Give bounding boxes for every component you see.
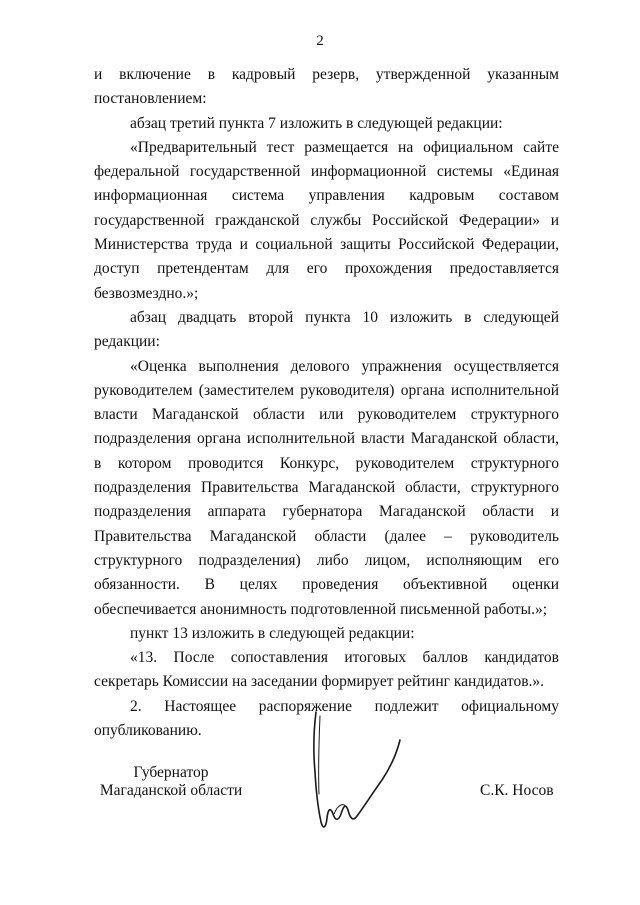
paragraph: «Оценка выполнения делового упражнения осуществляется руководителем (заместителем руководителя) органа исполнительной власти Магаданской области или руководителем структурного подразделения органа исполнительной власти Магаданской области, в котором проводится Конкурс, руководителем структурного подразделения Правительства Магаданской области, структурного подразделения аппарата губернатора Магаданской области и Правительства Магаданской области (далее – руководитель структурного подразделения) либо лицом, исполняющим его обязанности. В целях проведения объективной оценки обеспечивается анонимность подготовленной письменной работы.»; xyxy=(94,357,559,618)
signature-block xyxy=(0,760,640,860)
paragraph: 2. Настоящее распоряжение подлежит официальному опубликованию. xyxy=(94,697,559,740)
signatory-position-line: Магаданской области xyxy=(99,782,243,799)
page-number: 2 xyxy=(316,33,324,49)
document-body xyxy=(94,63,559,743)
signatory-position xyxy=(96,764,246,800)
paragraph: абзац третий пункта 7 изложить в следующей редакции: xyxy=(130,114,503,132)
paragraph: «13. После сопоставления итоговых баллов кандидатов секретарь Комиссии на заседании формирует рейтинг кандидатов.». xyxy=(94,649,559,691)
paragraph: пункт 13 изложить в следующей редакции: xyxy=(130,624,415,642)
handwritten-signature xyxy=(300,710,410,840)
signatory-name: С.К. Носов xyxy=(480,782,554,799)
paragraph: и включение в кадровый резерв, утвержденной указанным постановлением: xyxy=(94,66,559,108)
signatory-position-line: Губернатор xyxy=(133,764,209,781)
paragraph: абзац двадцать второй пункта 10 изложить в следующей редакции: xyxy=(94,308,559,351)
paragraph: «Предварительный тест размещается на официальном сайте федеральной государственной информационной системы «Единая информационная система управления кадровым составом государственной гражданской службы Российской Федерации» и Министерства труда и социальной защиты Российской Федерации, доступ претендентам для его прохождения предоставляется безвозмездно.»; xyxy=(94,138,559,302)
